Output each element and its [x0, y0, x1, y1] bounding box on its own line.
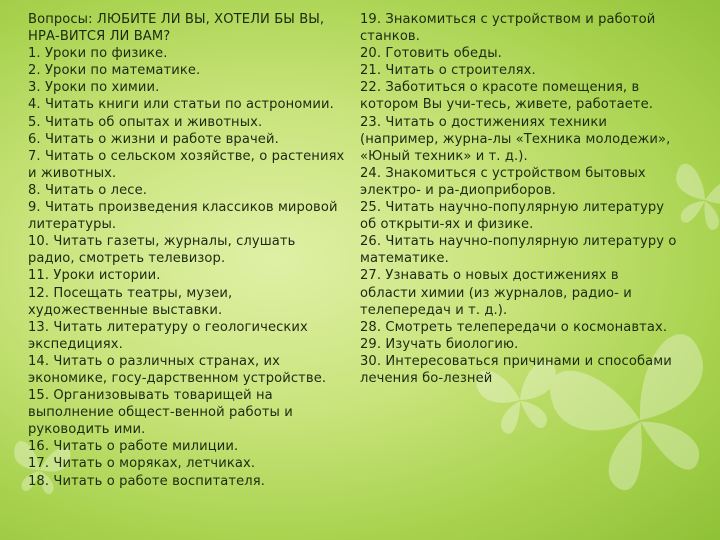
question-line: НРА-ВИТСЯ ЛИ ВАМ?: [28, 29, 171, 45]
question-line: 30. Интересоваться причинами и способами: [360, 353, 672, 369]
question-line: (например, журна-лы «Техника молодежи»,: [360, 131, 671, 147]
question-line: 26. Читать научно-популярную литературу о: [360, 234, 677, 250]
question-line: области химии (из журналов, радио- и: [360, 285, 632, 301]
question-line: математике.: [360, 251, 449, 267]
question-line: 4. Читать книги или статьи по астрономии.: [28, 97, 334, 113]
question-line: художественные выставки.: [28, 302, 223, 318]
question-line: 20. Готовить обеды.: [360, 46, 502, 62]
question-line: 10. Читать газеты, журналы, слушать: [28, 234, 296, 250]
question-line: радио, смотреть телевизор.: [28, 251, 226, 267]
question-line: 1. Уроки по физике.: [28, 46, 168, 62]
question-line: 14. Читать о различных странах, их: [28, 353, 281, 369]
question-line: литературы.: [28, 217, 117, 233]
question-line: экономике, госу-дарственном устройстве.: [28, 370, 327, 386]
question-line: выполнение общест-венной работы и: [28, 405, 293, 421]
question-line: 6. Читать о жизни и работе врачей.: [28, 131, 279, 147]
question-line: 3. Уроки по химии.: [28, 80, 160, 96]
question-line: 28. Смотреть телепередачи о космонавтах.: [360, 319, 668, 335]
question-line: 23. Читать о достижениях техники: [360, 114, 608, 130]
question-line: 12. Посещать театры, музеи,: [28, 285, 233, 301]
question-line: 21. Читать о строителях.: [360, 63, 536, 79]
question-line: телепередач и т. д.).: [360, 302, 508, 318]
left-question-column: [28, 11, 360, 490]
question-line: 5. Читать об опытах и животных.: [28, 114, 263, 130]
question-line: 18. Читать о работе воспитателя.: [28, 473, 266, 489]
question-line: 22. Заботиться о красоте помещения, в: [360, 80, 640, 96]
question-line: 17. Читать о моряках, летчиках.: [28, 456, 256, 472]
question-line: 7. Читать о сельском хозяйстве, о растениях: [28, 148, 345, 164]
right-question-column: [360, 11, 710, 387]
question-line: 13. Читать литературу о геологических: [28, 319, 308, 335]
question-line: 9. Читать произведения классиков мировой: [28, 200, 338, 216]
question-line: 27. Узнавать о новых достижениях в: [360, 268, 619, 284]
question-line: и животных.: [28, 165, 117, 181]
question-line: 29. Изучать биологию.: [360, 336, 519, 352]
question-line: 2. Уроки по математике.: [28, 63, 201, 79]
question-line: «Юный техник» и т. д.).: [360, 148, 528, 164]
question-line: 11. Уроки истории.: [28, 268, 161, 284]
question-line: 19. Знакомиться с устройством и работой: [360, 12, 656, 27]
question-line: об открыти-ях и физике.: [360, 217, 534, 233]
question-line: экспедициях.: [28, 336, 123, 352]
question-line: котором Вы учи-тесь, живете, работаете.: [360, 97, 654, 113]
question-line: Вопросы: ЛЮБИТЕ ЛИ ВЫ, ХОТЕЛИ БЫ ВЫ,: [28, 12, 325, 27]
question-line: руководить ими.: [28, 422, 146, 438]
question-line: 15. Организовывать товарищей на: [28, 388, 273, 404]
question-line: 16. Читать о работе милиции.: [28, 439, 239, 455]
question-line: станков.: [360, 29, 421, 45]
question-line: 8. Читать о лесе.: [28, 182, 148, 198]
question-line: 24. Знакомиться с устройством бытовых: [360, 165, 646, 181]
question-line: электро- и ра-диоприборов.: [360, 182, 556, 198]
question-line: лечения бо-лезней: [360, 370, 493, 386]
question-line: 25. Читать научно-популярную литературу: [360, 200, 665, 216]
